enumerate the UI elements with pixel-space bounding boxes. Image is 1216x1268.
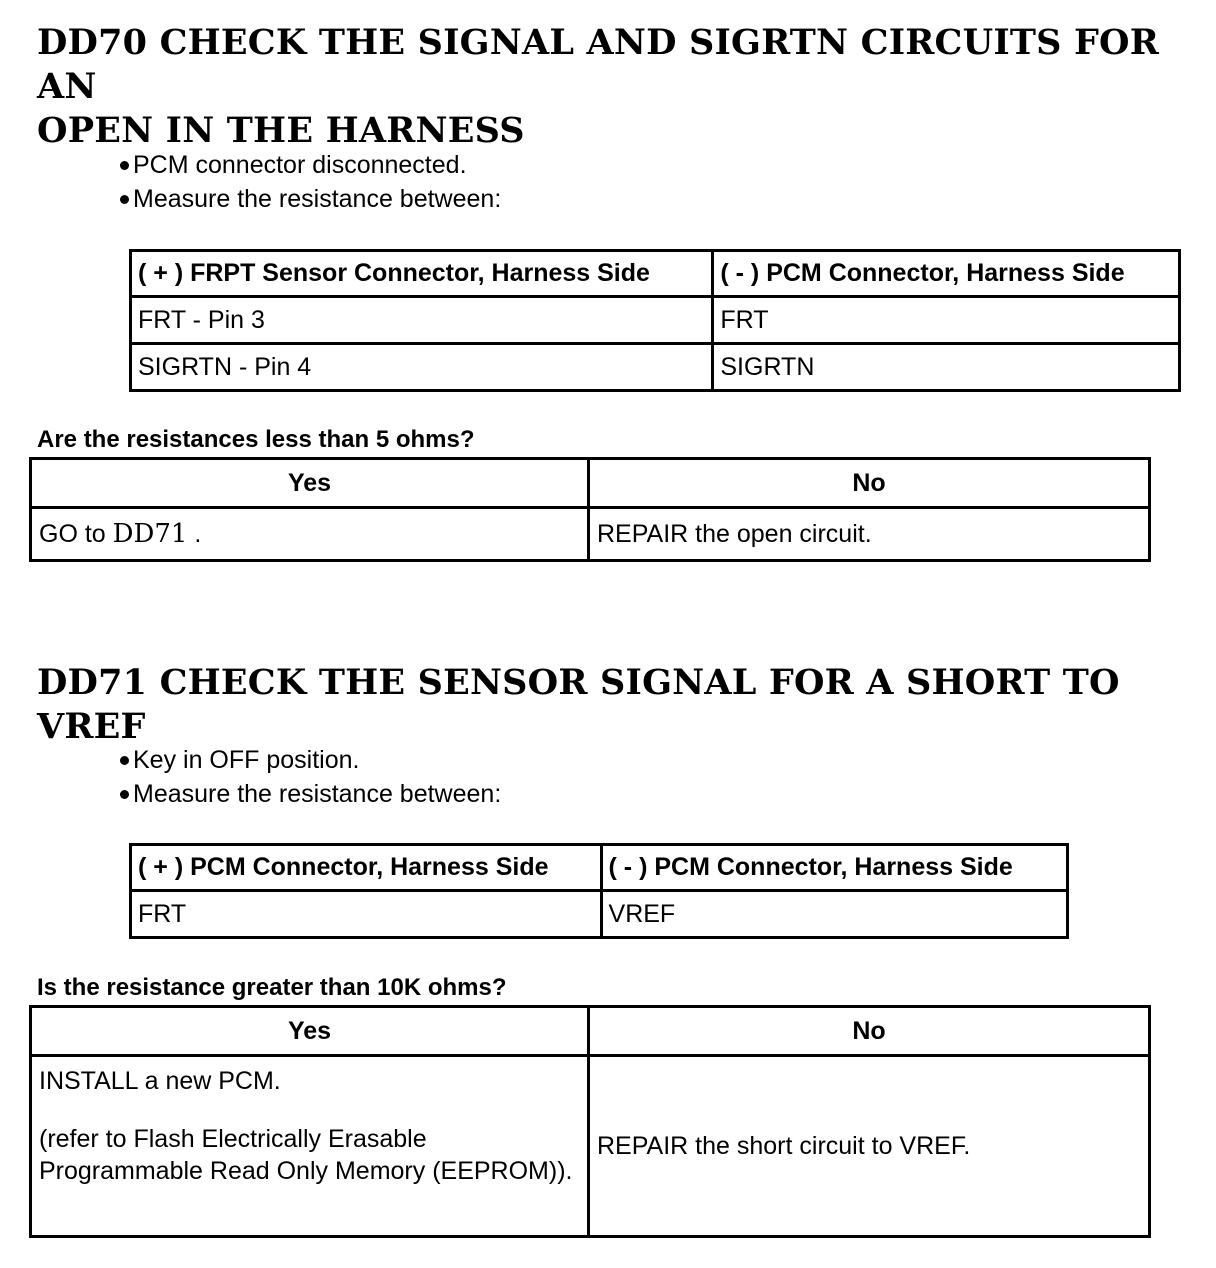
table-header-row xyxy=(31,1007,1150,1056)
yes-action-text: GO to xyxy=(39,520,106,548)
dd71-measure-table xyxy=(129,843,1069,939)
no-action-cell: REPAIR the open circuit. xyxy=(589,508,1150,561)
dd71-steps xyxy=(117,743,501,811)
yes-action-cell xyxy=(31,508,589,561)
step-text: PCM connector disconnected. xyxy=(133,151,467,179)
table-cell: FRT xyxy=(131,891,602,938)
no-header: No xyxy=(589,1007,1150,1056)
negative-lead-header: ( - ) PCM Connector, Harness Side xyxy=(713,251,1180,297)
table-row xyxy=(131,891,1068,938)
table-row xyxy=(31,1056,1150,1237)
table-row xyxy=(131,297,1180,344)
table-header-row xyxy=(131,845,1068,891)
no-header: No xyxy=(589,459,1150,508)
table-cell: SIGRTN - Pin 4 xyxy=(131,344,713,391)
table-header-row xyxy=(31,459,1150,508)
bullet-icon xyxy=(120,756,129,765)
table-cell: FRT - Pin 3 xyxy=(131,297,713,344)
yes-action-cell xyxy=(31,1056,589,1237)
yes-action-suffix: . xyxy=(194,520,202,548)
step-item xyxy=(117,777,501,811)
step-text: Measure the resistance between: xyxy=(133,780,502,808)
step-text: Measure the resistance between: xyxy=(133,185,502,213)
dd71-link[interactable]: DD71 xyxy=(112,519,188,549)
step-item xyxy=(117,743,501,777)
yes-action-text: INSTALL a new PCM. xyxy=(39,1067,281,1095)
dd71-heading xyxy=(37,661,1216,749)
dd70-heading xyxy=(37,21,1216,153)
dd70-steps xyxy=(117,148,501,216)
dd70-heading-line2: OPEN IN THE HARNESS xyxy=(37,110,525,151)
bullet-icon xyxy=(120,161,129,170)
positive-lead-header: ( + ) FRPT Sensor Connector, Harness Side xyxy=(131,251,713,297)
eeprom-reference-note: (refer to Flash Electrically Erasable Programmable Read Only Memory (EEPROM)). xyxy=(39,1125,573,1185)
step-item xyxy=(117,182,501,216)
dd70-heading-line1: DD70 CHECK THE SIGNAL AND SIGRTN CIRCUITS FOR AN xyxy=(37,22,1160,107)
dd71-heading-text: DD71 CHECK THE SENSOR SIGNAL FOR A SHORT TO VREF xyxy=(37,662,1120,747)
step-item xyxy=(117,148,501,182)
bullet-icon xyxy=(120,195,129,204)
dd70-answer-table xyxy=(29,457,1151,562)
table-header-row xyxy=(131,251,1180,297)
table-cell: FRT xyxy=(713,297,1180,344)
table-cell: VREF xyxy=(601,891,1067,938)
yes-header: Yes xyxy=(31,1007,589,1056)
table-row xyxy=(31,508,1150,561)
yes-header: Yes xyxy=(31,459,589,508)
dd71-answer-table xyxy=(29,1005,1151,1238)
negative-lead-header: ( - ) PCM Connector, Harness Side xyxy=(601,845,1067,891)
dd70-question: Are the resistances less than 5 ohms? xyxy=(37,426,475,453)
step-text: Key in OFF position. xyxy=(133,746,360,774)
positive-lead-header: ( + ) PCM Connector, Harness Side xyxy=(131,845,602,891)
no-action-cell: REPAIR the short circuit to VREF. xyxy=(589,1056,1150,1237)
table-cell: SIGRTN xyxy=(713,344,1180,391)
table-row xyxy=(131,344,1180,391)
dd71-question: Is the resistance greater than 10K ohms? xyxy=(37,974,507,1001)
dd70-measure-table xyxy=(129,249,1181,392)
bullet-icon xyxy=(120,790,129,799)
